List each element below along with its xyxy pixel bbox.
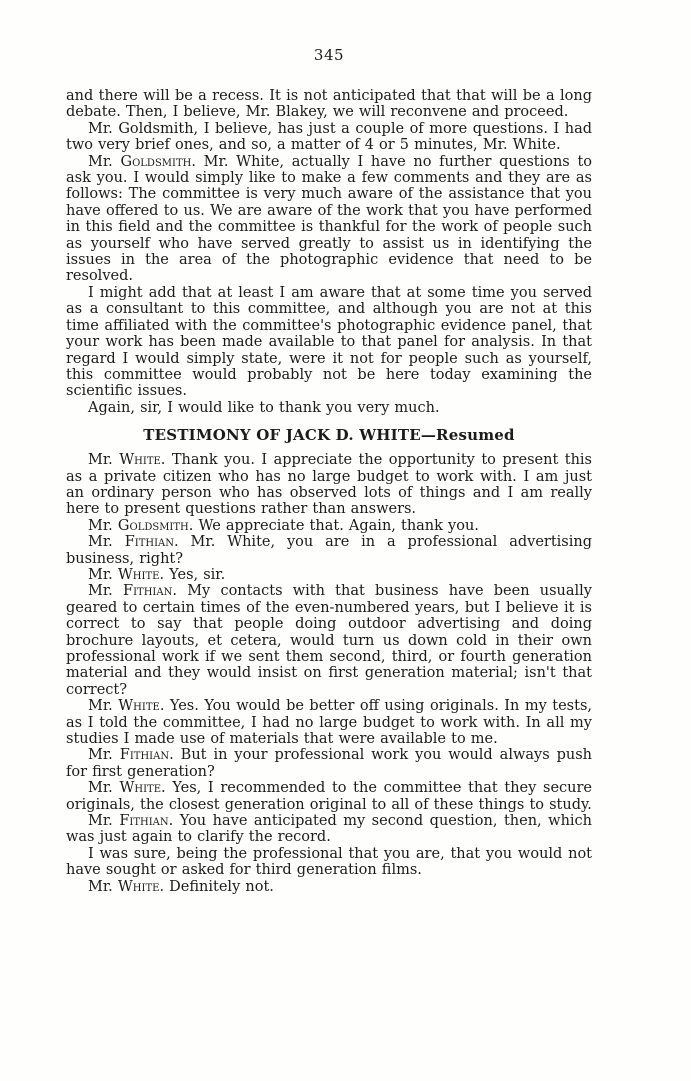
speaker-name: Goldsmith [117, 517, 189, 534]
paragraph [66, 400, 592, 416]
paragraph [66, 88, 592, 121]
paragraph [66, 846, 592, 879]
paragraph-text: and there will be a recess. It is not anticipated that that will be a long debate. Then, I believe, Mr. Blakey, we will reconvene and proceed. [66, 88, 592, 121]
paragraph-text: Again, sir, I would like to thank you very much. [88, 399, 440, 416]
paragraph-text: Mr. [88, 747, 120, 764]
paragraph-text: I might add that at least I am aware that at some time you served as a consultant to this committee, and although you are not at this time affiliated with the committee's photographic evidence panel, that your work has been made available to that panel for analysis. In that regard I would simply state, were it not for people such as yourself, this committee would probably not be here today examining the scientific issues. [66, 284, 592, 400]
paragraph [66, 285, 592, 400]
paragraph-text: Mr. [88, 517, 118, 534]
speaker-name: White [117, 878, 160, 895]
paragraph [66, 879, 592, 895]
paragraph-text: . You have anticipated my second question, then, which was just again to clarify the record. [66, 813, 593, 846]
speaker-name: White [119, 452, 161, 469]
paragraph-text: . Definitely not. [159, 878, 274, 895]
paragraph-text: . Yes, I recommended to the committee that they secure originals, the closest generation original to all of these things to study. [66, 780, 593, 813]
paragraph-text: . Yes. You would be better off using originals. In my tests, as I told the committee, I had no large budget to work with. In all my studies I made use of materials that were available to me. [66, 698, 592, 748]
page-body [66, 88, 592, 895]
paragraph-text: Mr. [88, 534, 125, 551]
speaker-name: White [118, 698, 160, 715]
paragraph [66, 534, 592, 567]
paragraph [66, 698, 592, 747]
paragraph [66, 583, 592, 698]
page-number: 345 [313, 46, 345, 64]
paragraph-text: . My contacts with that business have been usually geared to certain times of the even-numbered years, but I believe it is correct to say that people doing outdoor advertising and doing brochure layouts, et cetera, would turn us down cold in their own professional work if we sent them second, third, or fourth generation material and they would insist on first generation material; isn't that correct? [66, 583, 592, 698]
paragraph-text: . Thank you. I appreciate the opportunity to present this as a private citizen who has no large budget to work with. I am just an ordinary person who has observed lots of things and I am really here to present questions rather than answers. [66, 452, 592, 518]
speaker-name: Fithian [123, 583, 173, 600]
paragraph-text: . Mr. White, actually I have no further questions to ask you. I would simply like to make a few comments and they are as follows: The committee is very much aware of the assistance that you have offered to us. We are aware of the work that you have performed in this field and the committee is thankful for the work of people such as yourself who have served greatly to assist us in identifying the issues in the area of the photographic evidence that need to be resolved. [66, 153, 592, 285]
paragraph-text: Mr. [88, 813, 120, 830]
paragraph [66, 747, 592, 780]
paragraph-text: Mr. [88, 566, 118, 583]
speaker-name: White [117, 566, 160, 583]
paragraph-text: Mr. [88, 153, 121, 170]
paragraph-text: . We appreciate that. Again, thank you. [188, 517, 479, 534]
paragraph-text: . Mr. White, you are in a professional advertising business, right? [66, 534, 592, 567]
paragraph-text: . Yes, sir. [159, 566, 226, 583]
speaker-name: Fithian [124, 534, 175, 551]
paragraph [66, 452, 592, 518]
section-heading: TESTIMONY OF JACK D. WHITE—Resumed [143, 426, 515, 445]
paragraph-text: I was sure, being the professional that you are, that you would not have sought or asked for third generation films. [66, 845, 592, 879]
speaker-name: Goldsmith [120, 153, 192, 170]
paragraph [66, 813, 592, 846]
paragraph [66, 121, 592, 154]
paragraph-text: . But in your professional work you would always push for first generation? [66, 747, 593, 780]
speaker-name: Fithian [119, 747, 170, 764]
paragraph [66, 154, 592, 285]
speaker-name: Fithian [119, 813, 169, 830]
paragraph [66, 780, 592, 813]
paragraph-text: Mr. [88, 878, 118, 895]
paragraph-text: Mr. [88, 452, 120, 469]
paragraph-text: Mr. [88, 698, 119, 715]
paragraph-text: Mr. [88, 583, 124, 600]
paragraph-text: Mr. [88, 780, 120, 797]
speaker-name: White [119, 780, 162, 797]
paragraph [66, 518, 592, 534]
paragraph [66, 567, 592, 583]
paragraph-text: Mr. Goldsmith, I believe, has just a couple of more questions. I had two very brief ones, and so, a matter of 4 or 5 minutes, Mr. White. [66, 120, 592, 154]
